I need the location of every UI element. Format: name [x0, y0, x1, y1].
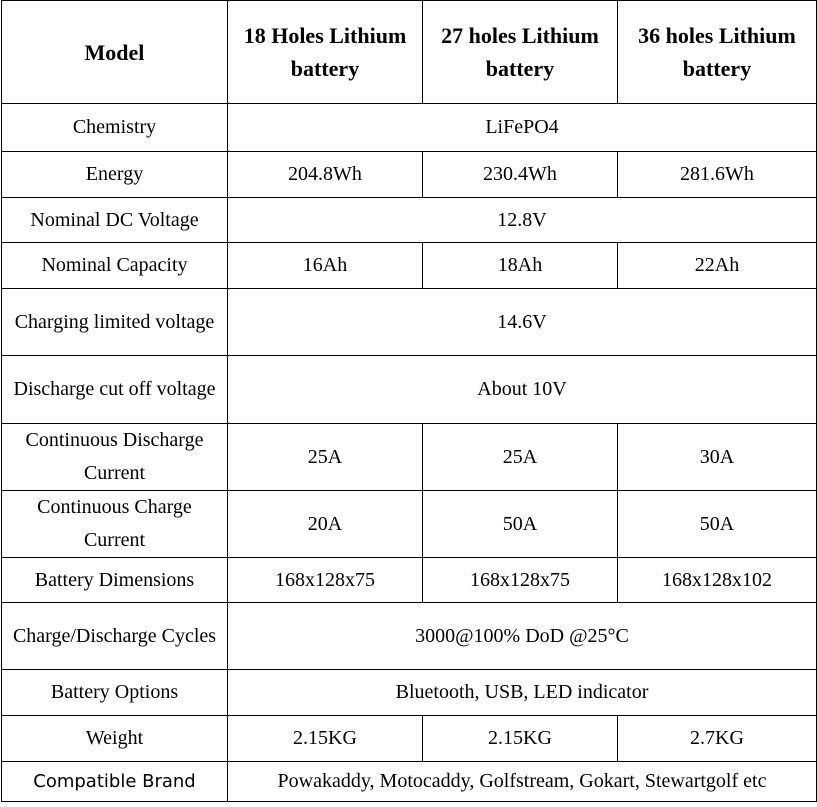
cell-value: 168x128x102 [618, 558, 817, 603]
merged-value: Bluetooth, USB, LED indicator [228, 670, 817, 716]
cell-value: 25A [423, 424, 618, 491]
row-label: Nominal Capacity [2, 243, 228, 289]
row-label: Nominal DC Voltage [2, 198, 228, 243]
header-18-holes: 18 Holes Lithium battery [228, 1, 423, 104]
table-row [2, 152, 817, 198]
row-label: Charge/Discharge Cycles [2, 603, 228, 670]
merged-value: About 10V [228, 356, 817, 424]
cell-value: 2.15KG [423, 716, 618, 762]
table-row [2, 762, 817, 802]
merged-value: Powakaddy, Motocaddy, Golfstream, Gokart, Stewartgolf etc [228, 762, 817, 802]
cell-value: 22Ah [618, 243, 817, 289]
merged-value: LiFePO4 [228, 104, 817, 152]
header-36-holes: 36 holes Lithium battery [618, 1, 817, 104]
header-27-holes: 27 holes Lithium battery [423, 1, 618, 104]
table-row [2, 603, 817, 670]
cell-value: 20A [228, 491, 423, 558]
merged-value: 12.8V [228, 198, 817, 243]
cell-value: 30A [618, 424, 817, 491]
cell-value: 50A [618, 491, 817, 558]
table-row [2, 424, 817, 491]
row-label: Weight [2, 716, 228, 762]
row-label: Chemistry [2, 104, 228, 152]
table-row [2, 356, 817, 424]
cell-value: 25A [228, 424, 423, 491]
cell-value: 18Ah [423, 243, 618, 289]
merged-value: 3000@100% DoD @25°C [228, 603, 817, 670]
row-label: Battery Options [2, 670, 228, 716]
table-row [2, 104, 817, 152]
cell-value: 204.8Wh [228, 152, 423, 198]
cell-value: 50A [423, 491, 618, 558]
cell-value: 16Ah [228, 243, 423, 289]
table-row [2, 558, 817, 603]
merged-value: 14.6V [228, 289, 817, 356]
table-row [2, 716, 817, 762]
row-label: Continuous Discharge Current [2, 424, 228, 491]
table-row [2, 198, 817, 243]
table-row [2, 243, 817, 289]
header-row [2, 1, 817, 104]
row-label: Discharge cut off voltage [2, 356, 228, 424]
cell-value: 281.6Wh [618, 152, 817, 198]
row-label: Continuous Charge Current [2, 491, 228, 558]
row-label: Energy [2, 152, 228, 198]
row-label: Compatible Brand [2, 762, 228, 802]
row-label: Battery Dimensions [2, 558, 228, 603]
battery-spec-table [1, 0, 817, 802]
cell-value: 2.15KG [228, 716, 423, 762]
table-row [2, 670, 817, 716]
cell-value: 168x128x75 [228, 558, 423, 603]
cell-value: 2.7KG [618, 716, 817, 762]
header-model: Model [2, 1, 228, 104]
table-row [2, 491, 817, 558]
cell-value: 230.4Wh [423, 152, 618, 198]
table-row [2, 289, 817, 356]
row-label: Charging limited voltage [2, 289, 228, 356]
cell-value: 168x128x75 [423, 558, 618, 603]
